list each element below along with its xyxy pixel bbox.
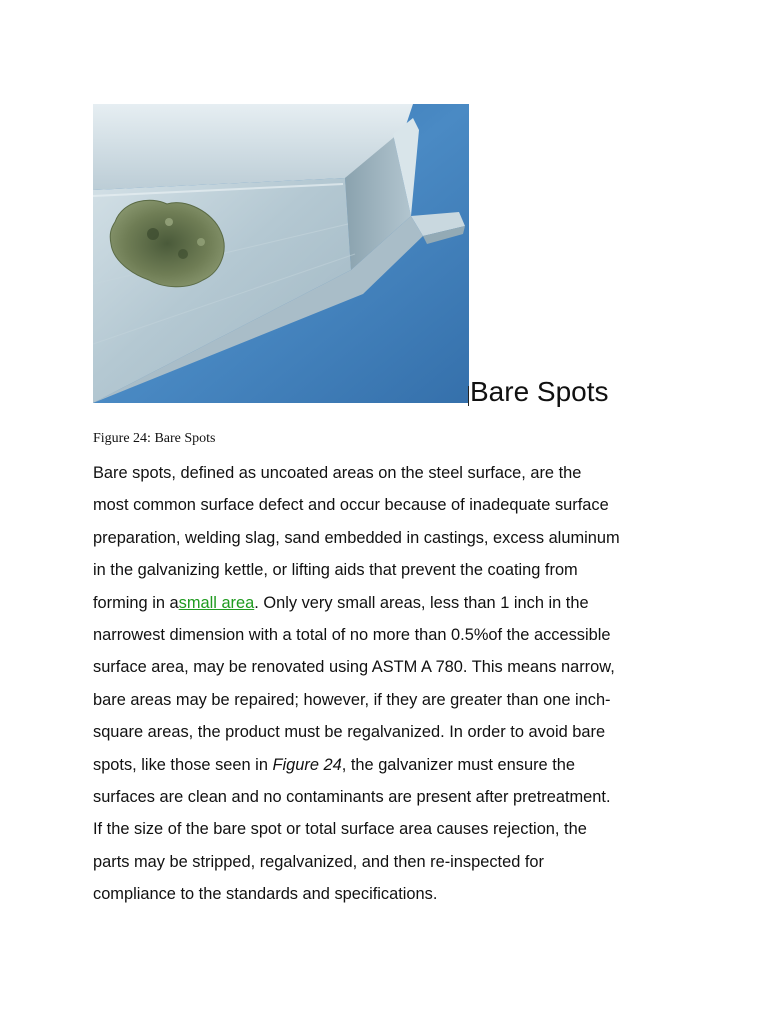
- body-paragraph: [93, 457, 683, 911]
- body-text-segment: forming in a: [93, 593, 179, 612]
- body-line: [93, 587, 683, 619]
- section-heading: Bare Spots: [470, 376, 609, 407]
- body-line: square areas, the product must be regalvanized. In order to avoid bare: [93, 723, 606, 742]
- body-text-segment: , the galvanizer must ensure the: [341, 755, 575, 774]
- body-line: surface area, may be renovated using ASTM A 780. This means narrow,: [93, 658, 615, 677]
- body-line: If the size of the bare spot or total surface area causes rejection, the: [93, 820, 587, 839]
- small-area-link[interactable]: small area: [178, 593, 255, 612]
- text-cursor: [468, 386, 469, 406]
- body-line: parts may be stripped, regalvanized, and then re-inspected for: [93, 852, 544, 871]
- body-line: most common surface defect and occur because of inadequate surface: [93, 496, 609, 515]
- body-line: in the galvanizing kettle, or lifting aids that prevent the coating from: [93, 561, 578, 580]
- body-line: Bare spots, defined as uncoated areas on the steel surface, are the: [93, 464, 582, 482]
- body-line: surfaces are clean and no contaminants are present after pretreatment.: [93, 788, 611, 807]
- body-line: narrowest dimension with a total of no more than 0.5%of the accessible: [93, 626, 611, 645]
- body-text-segment: spots, like those seen in: [93, 755, 273, 774]
- body-line: bare areas may be repaired; however, if they are greater than one inch-: [93, 690, 611, 709]
- bare-spots-photo: [93, 104, 469, 403]
- body-line: preparation, welding slag, sand embedded in castings, excess aluminum: [93, 528, 620, 547]
- figure-caption: Figure 24: Bare Spots: [93, 431, 216, 446]
- body-line: [93, 749, 683, 781]
- body-text-segment: . Only very small areas, less than 1 inch in the: [254, 593, 589, 612]
- body-line: compliance to the standards and specifications.: [93, 885, 438, 904]
- figure-reference: Figure 24: [272, 755, 342, 774]
